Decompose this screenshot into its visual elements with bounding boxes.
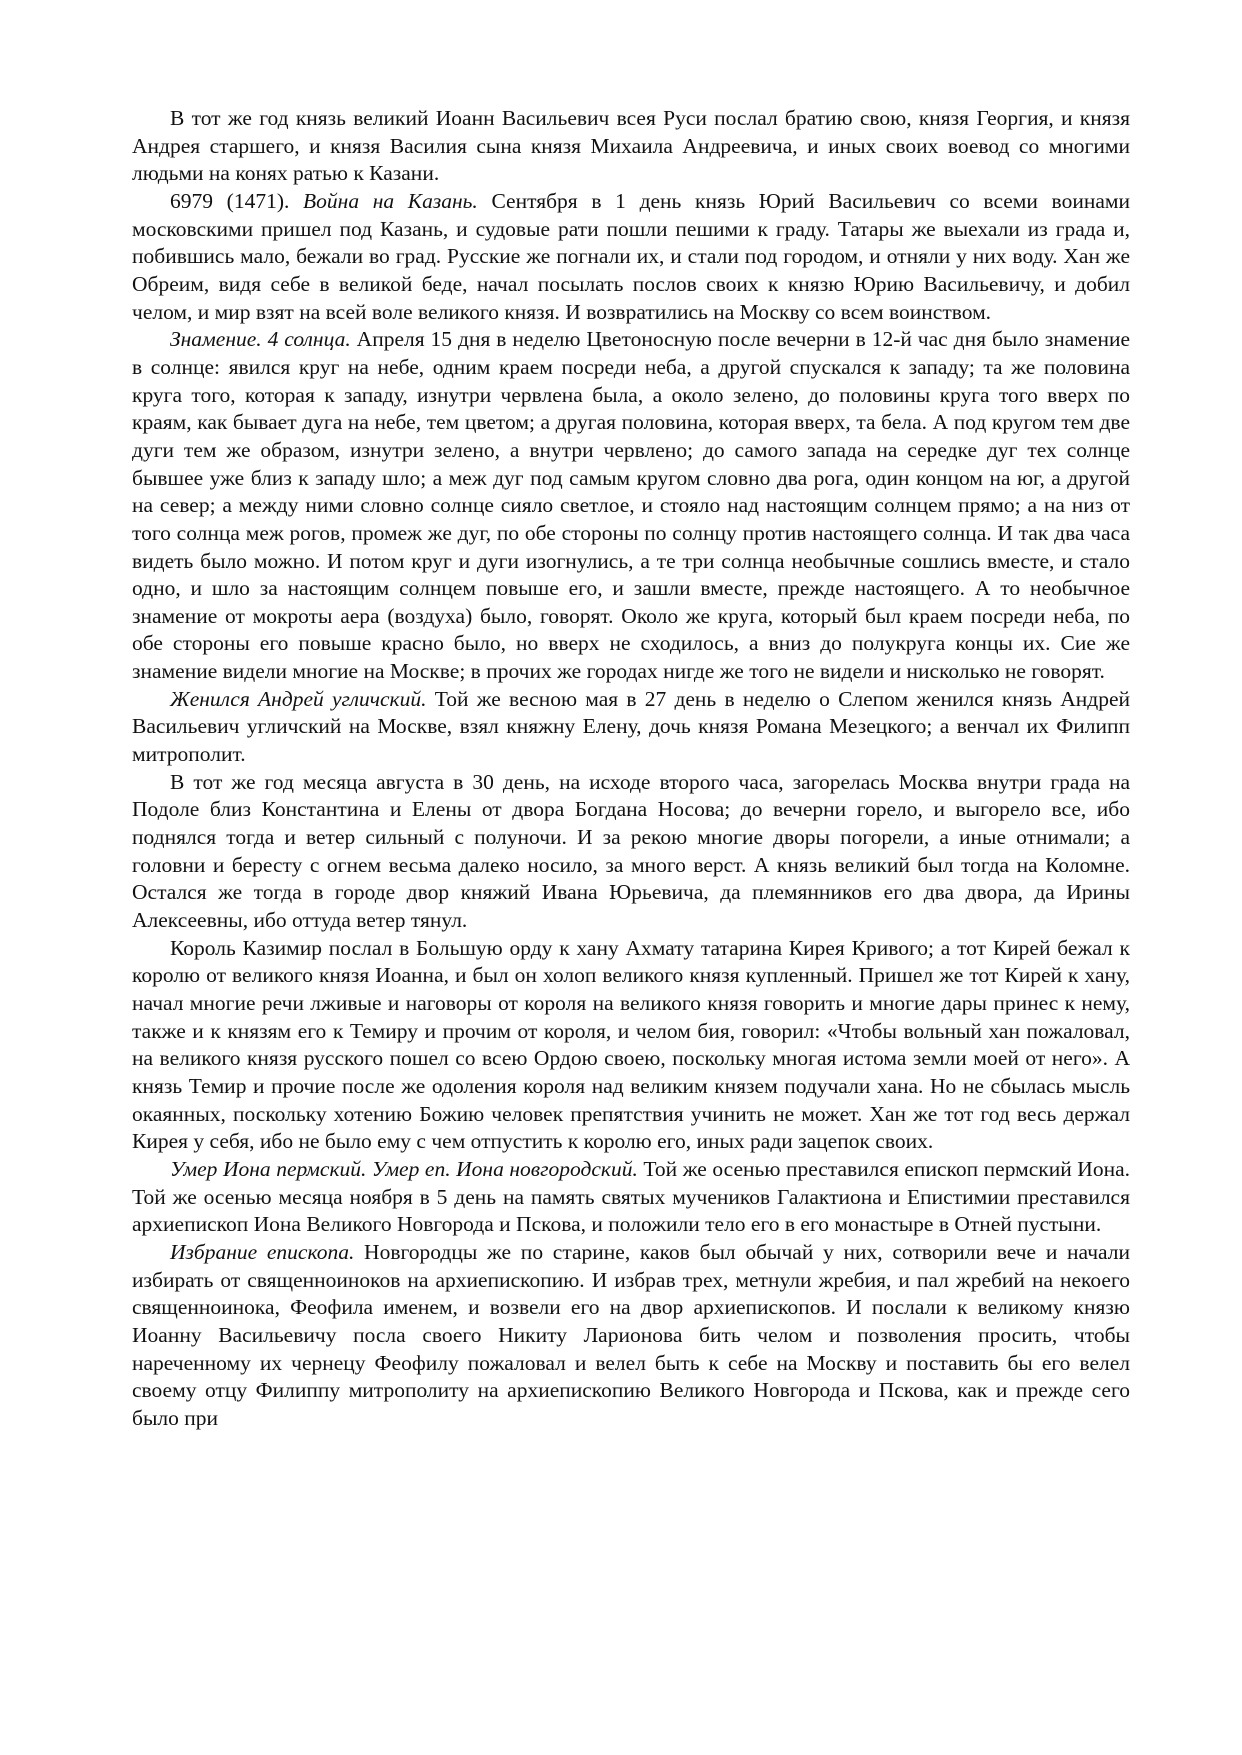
paragraph-moscow-fire xyxy=(132,769,1130,935)
section-heading: Женился Андрей угличский. xyxy=(170,686,427,711)
paragraph-army-to-kazan xyxy=(132,105,1130,188)
paragraph-text: Король Казимир послал в Большую орду к хану Ахмату татарина Кирея Кривого; а тот Кирей бежал к королю от великого князя Иоанна, и был он холоп великого князя купленный. Пришел же тот Кирей к хану, начал многие речи лживые и наговоры от короля на великого князя говорить и многие дары принес к нему, также и к князям его к Темиру и прочим от короля, и челом бия, говорил: «Чтобы вольный хан пожаловал, на великого князя русского пошел со всею Ордою своею, поскольку многая истома земли моей от него». А князь Темир и прочие после же одоления короля над великим князем подучали хана. Но не сбылась мысль окаянных, поскольку хотению Божию человек препятствия учинить не может. Хан же тот год весь держал Кирея у себя, ибо не было ему с чем отпустить к королю его, иных ради зацепок своих. xyxy=(132,935,1130,1154)
paragraph-text: Апреля 15 дня в неделю Цветоносную после вечерни в 12-й час дня было знамение в солнце: явился круг на небе, одним краем посреди неба, а другой спускался к западу; та же половина круга того, которая к западу, изнутри червлена была, а около зелено, до половины круга того вверх по краям, как бывает дуга на небе, тем цветом; а другая половина, которая вверх, та бела. А под кругом тем две дуги тем же образом, изнутри зелено, а внутри червлено; до самого запада на середке дуг тех солнце бывшее уже близ к западу шло; а меж дуг под самым кругом словно два рога, один концом на юг, а другой на север; а между ними словно солнце сияло светлое, и стояло над настоящим солнцем прямо; а на низ от того солнца меж рогов, промеж же дуг, по обе стороны по солнцу против настоящего солнца. И так два часа видеть было можно. И потом круг и дуги изогнулись, а те три солнца необычные сошлись вместе, и стало одно, и шло за настоящим солнцем повыше его, и зашли вместе, прежде настоящего. А то необычное знамение от мокроты аера (воздуха) было, говорят. Около же круга, который был краем посреди неба, по обе стороны его повыше красно было, но вверх не сходилось, а вниз до полукруга концы их. Сие же знамение видели многие на Москве; в прочих же городах нигде же того не видели и нисколько не говорят. xyxy=(132,327,1130,684)
paragraph-text: В тот же год князь великий Иоанн Васильевич всея Руси послал братию свою, князя Георгия, и князя Андрея старшего, и князя Василия сына князя Михаила Андреевича, и иных своих воевод со многими людьми на конях ратью к Казани. xyxy=(132,106,1130,186)
section-heading: Избрание епископа. xyxy=(170,1239,355,1264)
paragraph-text: Той же весною мая в 27 день в неделю о Слепом женился князь Андрей Васильевич угличский на Москве, взял княжну Елену, дочь князя Романа Мезецкого; а венчал их Филипп митрополит. xyxy=(132,686,1130,767)
paragraph-text: В тот же год месяца августа в 30 день, на исходе второго часа, загорелась Москва внутри града на Подоле близ Константина и Елены от двора Богдана Носова; до вечерни горело, и выгорело все, ибо поднялся тогда и ветер сильный с полуночи. И за рекою многие дворы погорели, а иные отнимали; а головни и бересту с огнем весьма далеко носило, за много верст. А князь великий был тогда на Коломне. Остался же тогда в городе двор княжий Ивана Юрьевича, да племянников его два двора, да Ирины Алексеевны, ибо оттуда ветер тянул. xyxy=(132,769,1130,933)
year-label: 6979 (1471). xyxy=(170,188,304,213)
paragraph-text: Той же осенью преставился епископ пермский Иона. Той же осенью месяца ноября в 5 день на память святых мучеников Галактиона и Епистимии преставился архиепископ Иона Великого Новгорода и Пскова, и положили тело его в его монастыре в Отней пустыни. xyxy=(132,1156,1130,1237)
paragraph-bishop-election xyxy=(132,1239,1130,1433)
paragraph-text: Новгородцы же по старине, каков был обычай у них, сотворили вече и начали избирать от священноиноков на архиепископию. И избрав трех, метнули жребия, и пал жребий на некоего священноинока, Феофила именем, и возвели его на двор архиепископов. И послали к великому князю Иоанну Васильевичу посла своего Никиту Ларионова бить челом и позволения просить, чтобы нареченному их чернецу Феофилу пожаловал и велел быть к себе на Москву и поставить бы его велел своему отцу Филиппу митрополиту на архиепископию Великого Новгорода и Пскова, как и прежде сего было при xyxy=(132,1239,1130,1430)
section-heading: Умер Иона пермский. Умер еп. Иона новгородский. xyxy=(170,1156,638,1181)
paragraph-iona-died xyxy=(132,1156,1130,1239)
document-page xyxy=(132,105,1130,1433)
paragraph-text: Сентября в 1 день князь Юрий Васильевич со всеми воинами московскими пришел под Казань, и судовые рати пошли пешими к граду. Татары же выехали из града и, побившись мало, бежали во град. Русские же погнали их, и стали под городом, и отняли у них воду. Хан же Обреим, видя себе в великой беде, начал посылать послов своих к князю Юрию Васильевичу, и добил челом, и мир взят на всей воле великого князя. И возвратились на Москву со всем воинством. xyxy=(132,188,1130,324)
section-heading: Война на Казань. xyxy=(303,188,478,213)
section-heading: Знамение. 4 солнца. xyxy=(170,327,351,352)
paragraph-king-casimir xyxy=(132,935,1130,1156)
paragraph-war-on-kazan xyxy=(132,188,1130,326)
paragraph-andrey-married xyxy=(132,686,1130,769)
paragraph-sign-four-suns xyxy=(132,326,1130,686)
